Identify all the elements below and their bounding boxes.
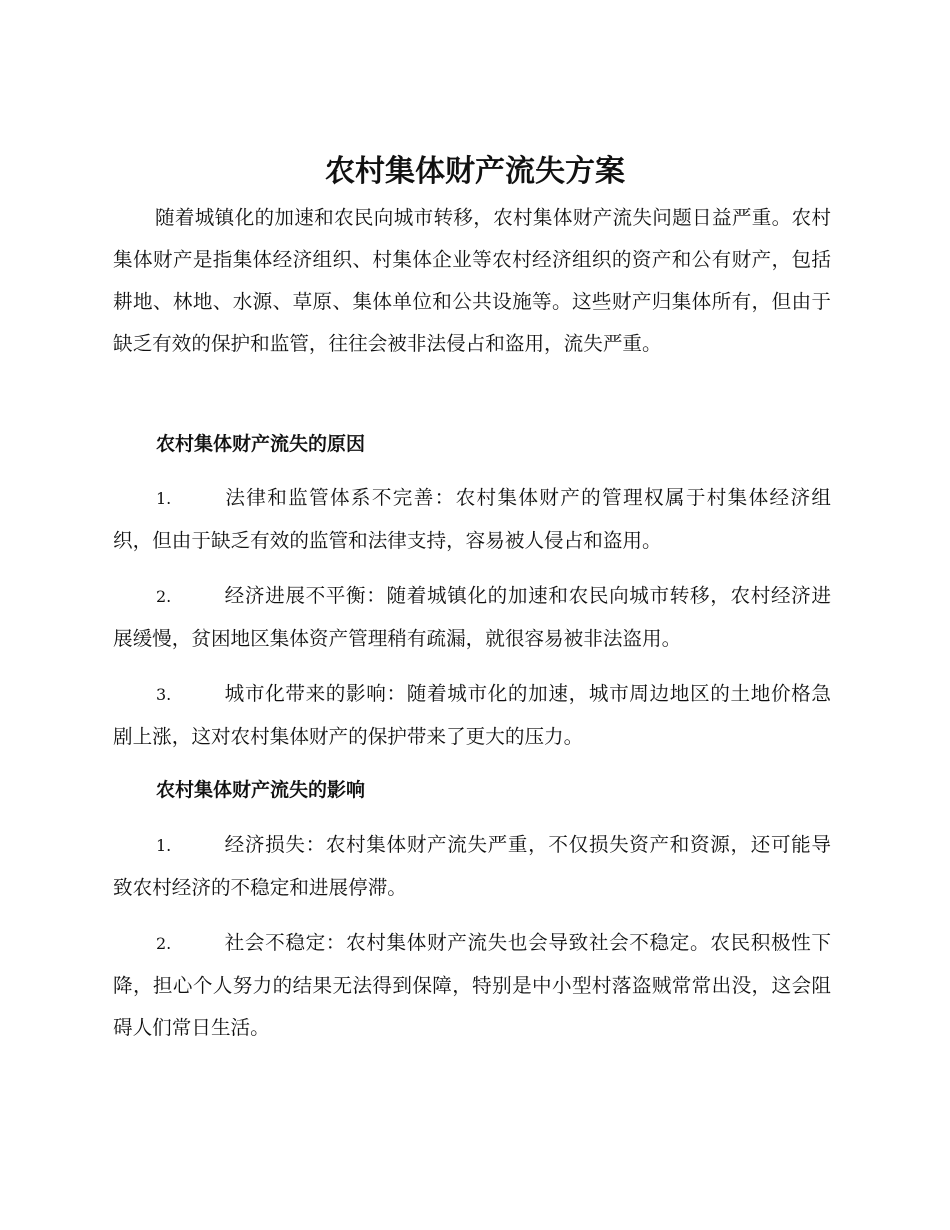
section-heading-causes: 农村集体财产流失的原因: [156, 433, 366, 455]
list-item-number: 2.: [156, 934, 172, 953]
list-item-number: 3.: [156, 685, 172, 704]
list-item-text: 经济进展不平衡：随着城镇化的加速和农民向城市转移，农村经济进展缓慢，贫困地区集体资产管理稍有疏漏，就很容易被非法盗用。: [113, 584, 831, 650]
document-title: 农村集体财产流失方案: [325, 154, 625, 189]
list-item-number: 1.: [156, 489, 172, 508]
section-heading-effects: 农村集体财产流失的影响: [156, 779, 366, 801]
list-item: [113, 673, 831, 758]
list-item-text: 法律和监管体系不完善：农村集体财产的管理权属于村集体经济组织，但由于缺乏有效的监管和法律支持，容易被人侵占和盗用。: [113, 486, 831, 552]
list-item-text: 经济损失：农村集体财产流失严重，不仅损失资产和资源，还可能导致农村经济的不稳定和进展停滞。: [113, 833, 831, 899]
list-item: [113, 824, 831, 909]
list-item: [113, 575, 831, 660]
intro-paragraph: 随着城镇化的加速和农民向城市转移，农村集体财产流失问题日益严重。农村集体财产是指集体经济组织、村集体企业等农村经济组织的资产和公有财产，包括耕地、林地、水源、草原、集体单位和公共设施等。这些财产归集体所有，但由于缺乏有效的保护和监管，往往会被非法侵占和盗用，流失严重。: [113, 206, 831, 355]
list-item-number: 1.: [156, 836, 172, 855]
list-item-text: 社会不稳定：农村集体财产流失也会导致社会不稳定。农民积极性下降，担心个人努力的结果无法得到保障，特别是中小型村落盗贼常常出没，这会阻碍人们常日生活。: [113, 931, 831, 1039]
list-item: [113, 922, 831, 1049]
list-item-text: 城市化带来的影响：随着城市化的加速，城市周边地区的土地价格急剧上涨，这对农村集体财产的保护带来了更大的压力。: [113, 682, 831, 748]
list-item: [113, 477, 831, 562]
list-item-number: 2.: [156, 587, 172, 606]
